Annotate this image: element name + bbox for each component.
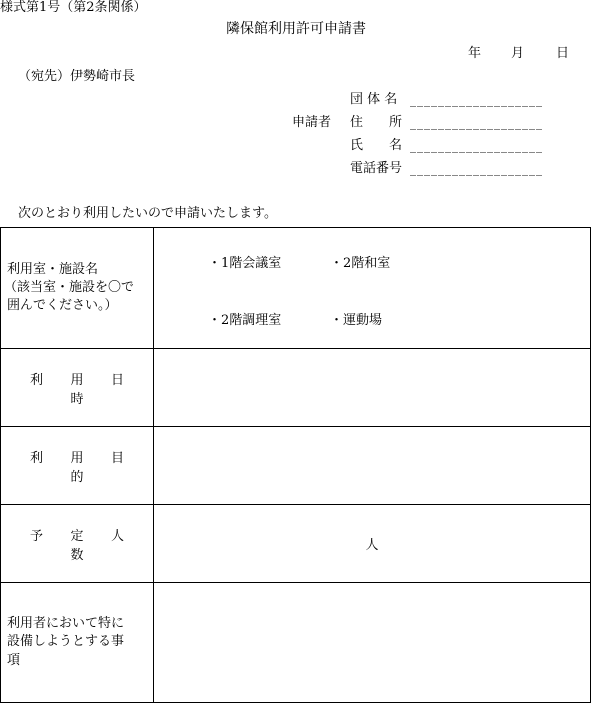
equipment-label-2: 設備しようとする事 xyxy=(7,634,125,650)
application-table xyxy=(0,227,591,703)
option-2f-cooking-room[interactable]: ・2階調理室 xyxy=(208,313,282,328)
form-title: 隣保館利用許可申請書 xyxy=(226,21,366,37)
equipment-label-cell xyxy=(1,583,154,703)
datetime-row xyxy=(1,349,591,427)
facility-row xyxy=(1,228,591,349)
intro-text: 次のとおり利用したいので申請いたします。 xyxy=(18,206,277,221)
name-field[interactable]: ___________________ xyxy=(410,139,543,153)
option-gymnasium[interactable]: ・運動場 xyxy=(330,313,383,328)
group-name-label: 団 体 名 xyxy=(350,92,398,107)
facility-label-cell xyxy=(1,228,154,349)
people-field[interactable] xyxy=(154,505,591,583)
datetime-field[interactable] xyxy=(154,349,591,427)
equipment-row xyxy=(1,583,591,703)
purpose-field[interactable] xyxy=(154,427,591,505)
people-unit: 人 xyxy=(365,538,379,553)
equipment-label-3: 項 xyxy=(7,652,21,668)
facility-note-1: （該当室・施設を〇で xyxy=(4,279,135,295)
equipment-field[interactable] xyxy=(154,583,591,703)
date-month-label: 月 xyxy=(511,46,525,61)
date-year-label: 年 xyxy=(468,46,482,61)
addressee: （宛先）伊勢崎市長 xyxy=(18,69,136,84)
equipment-label-1: 利用者において特に xyxy=(7,616,125,632)
form-number: 様式第1号（第2条関係） xyxy=(0,0,147,15)
datetime-label: 利 用 日 時 xyxy=(1,349,154,427)
purpose-label: 利 用 目 的 xyxy=(1,427,154,505)
name-label: 氏 名 xyxy=(350,138,403,153)
applicant-label: 申請者 xyxy=(292,115,332,130)
option-1f-meeting-room[interactable]: ・1階会議室 xyxy=(208,256,282,271)
facility-label: 利用室・施設名 xyxy=(7,261,99,277)
phone-field[interactable]: ___________________ xyxy=(410,162,543,176)
facility-note-2: 囲んでください。） xyxy=(7,298,118,314)
facility-options-cell xyxy=(154,228,591,349)
date-day-label: 日 xyxy=(556,46,570,61)
option-2f-japanese-room[interactable]: ・2階和室 xyxy=(330,256,391,271)
people-label: 予 定 人 数 xyxy=(1,505,154,583)
people-row xyxy=(1,505,591,583)
address-label: 住 所 xyxy=(350,115,403,130)
phone-label: 電話番号 xyxy=(350,161,403,176)
purpose-row xyxy=(1,427,591,505)
address-field[interactable]: ___________________ xyxy=(410,116,543,130)
group-name-field[interactable]: ___________________ xyxy=(410,93,543,107)
